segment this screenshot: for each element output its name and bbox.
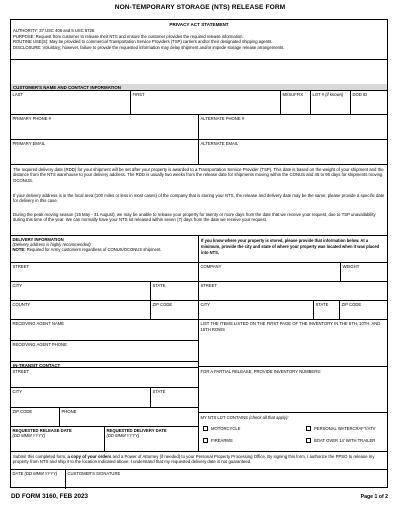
phone-row — [11, 115, 387, 140]
partial-release-field[interactable]: FOR A PARTIAL RELEASE, PROVIDE INVENTORY NUMBERS: — [199, 367, 387, 413]
lot-contains-label: MY NTS LOT CONTAINS (check all that apply): — [200, 415, 289, 420]
motorcycle-checkbox[interactable] — [203, 426, 208, 431]
storage-city-field[interactable]: CITY — [199, 301, 314, 319]
storage-state-field[interactable]: STATE — [314, 301, 340, 319]
watercraft-label: PERSONAL WATERCRAFT/ATV — [314, 426, 376, 431]
alternate-phone-field[interactable] — [199, 115, 387, 139]
storage-zip-field[interactable]: ZIP CODE — [341, 302, 362, 307]
delivery-header-row — [11, 236, 387, 263]
signature-row — [11, 470, 387, 489]
instructions-section — [11, 165, 387, 236]
storage-known-note: If you know where your property is stored, please provide that information below. At a minimum, provide the city and state of where your property was located when it was placed into NTS. — [201, 238, 380, 255]
lot-number-label: LOT # (if known) — [312, 92, 344, 97]
form-title: NON-TEMPORARY STORAGE (NTS) RELEASE FORM — [114, 4, 286, 11]
delivery-street-row — [11, 263, 387, 282]
alternate-email-label: ALTERNATE EMAIL — [200, 141, 239, 146]
delivery-date-field[interactable]: REQUESTED DELIVERY DATE (DD MMM YYYY) — [105, 427, 199, 452]
alternate-phone-label: ALTERNATE PHONE # — [200, 116, 245, 121]
mi-suffix-label: MI/SUFFIX — [282, 92, 304, 97]
dod-id-label: DOD ID — [352, 92, 368, 97]
email-row — [11, 140, 387, 165]
first-name-label: FIRST — [132, 92, 145, 97]
alternate-email-field[interactable] — [199, 140, 387, 164]
in-transit-heading: IN-TRANSIT CONTACT — [11, 362, 199, 368]
last-name-field[interactable] — [11, 91, 131, 114]
boat-checkbox[interactable] — [306, 438, 311, 443]
privacy-authority: AUTHORITY: 37 USC 406 and 5 USC 5726. — [13, 28, 96, 33]
delivery-county-row — [11, 301, 387, 320]
transit-zip-field[interactable]: ZIP CODE — [11, 408, 60, 427]
page-number: Page 1 of 2 — [360, 494, 388, 500]
signature-date-field[interactable]: DATE (DD MMM YYYY) — [11, 470, 66, 489]
customer-name-row — [11, 91, 387, 115]
receiving-agent-name-field[interactable]: RECEIVING AGENT NAME — [11, 320, 199, 341]
instructions-rdd: The required delivery date (RDD) for your shipment will be set after your property is awarded to a Transportation Service Provider (TSP). This date is based on the weight of your shipment and the distance from the NTS warehouse to your delivery address. The RDD is usually two weeks from the release date for shipments moving within the CONUS and 45 to 90 days for shipments moving OCONUS. — [13, 167, 384, 183]
privacy-purpose: PURPOSE: Request from customer to release their NTS and ensure the customer provides the required release information. — [13, 33, 244, 39]
lot-number-field[interactable] — [311, 91, 351, 114]
mi-suffix-field[interactable] — [281, 91, 311, 114]
certification-text: Submit this completed form, a copy of your orders and a Power of Attorney (if needed) to your Personal Property Processing Office. By signing this form, I authorize the PPSO to release my property from NTS and ship it to the location indicated above. I understand that my requested delivery date is not guaranteed. — [13, 453, 375, 464]
lot-contains-section — [199, 413, 387, 452]
instructions-local: If your delivery address is in the local area (100 miles or less in most cases) of the company that is storing your NTS, the release and delivery date may be the same; please provide a specific date for delivery in this case. — [13, 193, 385, 204]
primary-phone-field[interactable] — [11, 115, 199, 139]
delivery-state-field[interactable]: STATE — [151, 282, 199, 300]
primary-email-label: PRIMARY EMAIL — [12, 141, 46, 146]
storage-company-field[interactable]: COMPANY — [199, 263, 341, 281]
transit-street-field[interactable]: STREET — [11, 368, 199, 388]
motorcycle-label: MOTORCYCLE — [211, 426, 241, 431]
transit-state-field[interactable]: STATE — [151, 388, 199, 408]
release-date-field[interactable]: REQUESTED RELEASE DATE (DD MMM YYYY) — [11, 427, 105, 452]
dod-id-field[interactable] — [351, 91, 387, 114]
customer-section-heading: CUSTOMER'S NAME AND CONTACT INFORMATION — [11, 84, 387, 91]
delivery-info-heading: DELIVERY INFORMATION (Delivery address is highly recommended) NOTE: Required for Army customers regardless of CONUS/OCONUS shipment. — [11, 236, 199, 262]
transit-city-field[interactable]: CITY — [11, 388, 151, 408]
receiving-agent-phone-field[interactable]: RECEIVING AGENT PHONE — [11, 341, 199, 362]
primary-phone-label: PRIMARY PHONE # — [12, 116, 51, 121]
instructions-peak-season: During the peak moving season (15 May - 31 August), we may be unable to release your property for twenty or more days from the date that we receive your request, due to TSP unavailability during this time of the year. We can normally have your NTS lot released within seven (7) days from the date we receive your request. — [13, 212, 376, 223]
privacy-routine-use: ROUTINE USE(S): May be provided to commercial Transportation Service Providers (TSP) carriers and/or their designated shipping agents. — [13, 39, 273, 45]
form-number: DD FORM 3160, FEB 2023 — [11, 493, 88, 500]
customer-signature-field[interactable]: CUSTOMER'S SIGNATURE — [67, 471, 121, 476]
firearms-label: FIREARMS — [211, 438, 233, 443]
delivery-zip-field[interactable]: ZIP CODE — [151, 301, 199, 319]
certification-section — [11, 452, 387, 470]
delivery-city-field[interactable]: CITY — [11, 282, 151, 300]
delivery-city-row — [11, 282, 387, 301]
delivery-street-field[interactable]: STREET — [11, 263, 199, 281]
boat-label: BOAT OVER 14' WITH TRAILER — [314, 438, 376, 443]
privacy-heading: PRIVACY ACT STATEMENT — [169, 22, 229, 27]
watercraft-checkbox[interactable] — [306, 426, 311, 431]
storage-weight-field[interactable]: WEIGHT — [342, 264, 360, 269]
first-name-field[interactable] — [131, 91, 281, 114]
primary-email-field[interactable] — [11, 140, 199, 164]
last-name-label: LAST — [12, 92, 23, 97]
delivery-county-field[interactable]: COUNTY — [11, 301, 151, 319]
privacy-act-section — [11, 20, 387, 60]
nts-release-form — [10, 19, 388, 488]
transit-phone-field[interactable]: PHONE — [60, 408, 199, 427]
storage-street-field[interactable]: STREET — [200, 283, 218, 288]
privacy-disclosure: DISCLOSURE: Voluntary; however, failure to provide the requested information may delay shipment and/or impede storage release arrangements. — [13, 44, 285, 50]
inventory-items-field[interactable]: LIST THE ITEMS LISTED ON THE FIRST PAGE OF THE INVENTORY IN THE 5TH, 10TH, AND 15TH ROWS — [199, 320, 387, 367]
firearms-checkbox[interactable] — [203, 438, 208, 443]
